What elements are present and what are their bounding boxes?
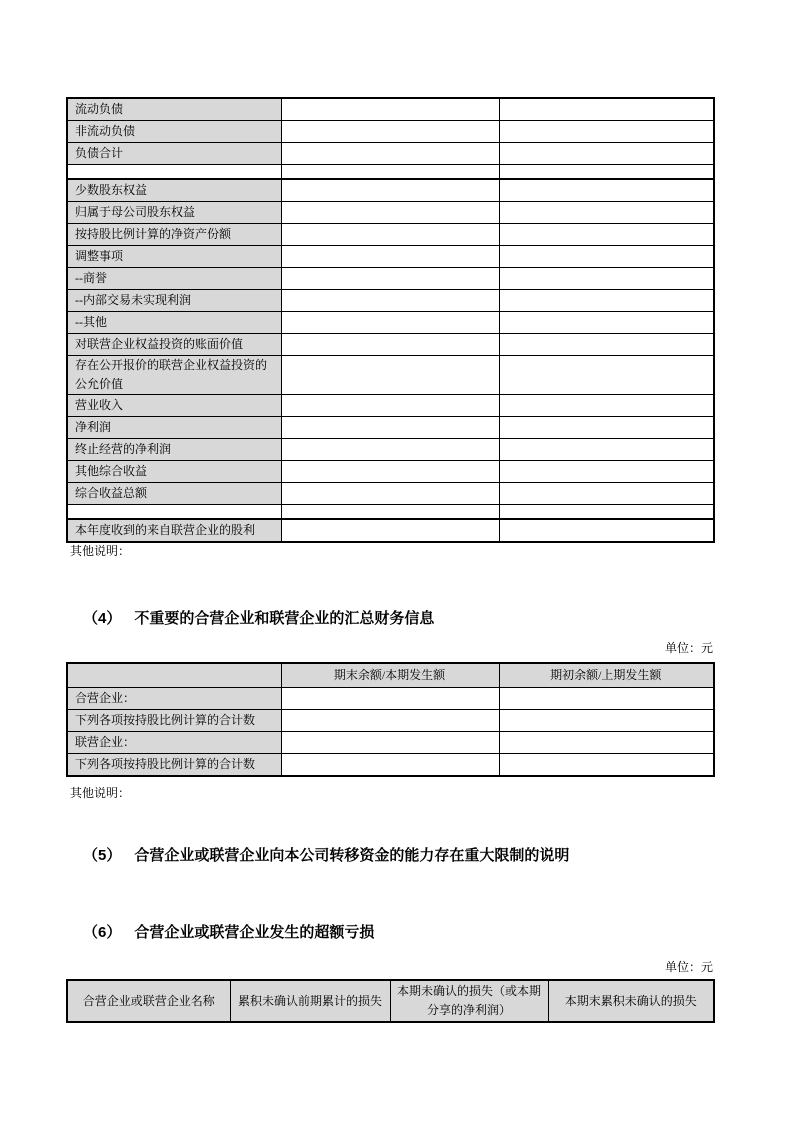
table-row (67, 98, 714, 121)
summary-financial-table (66, 97, 715, 543)
value-cell (281, 395, 499, 417)
value-cell (499, 461, 714, 483)
value-cell (281, 505, 499, 520)
value-cell (499, 395, 714, 417)
excess-loss-table (66, 979, 715, 1023)
row-label (67, 505, 281, 520)
section-title: 合营企业或联营企业发生的超额亏损 (134, 924, 375, 941)
table-row (67, 334, 714, 356)
value-cell (499, 483, 714, 505)
value-cell (281, 312, 499, 334)
value-cell (281, 483, 499, 505)
section-4-heading (83, 608, 434, 630)
row-label (67, 165, 281, 180)
value-cell (281, 334, 499, 356)
value-cell (499, 439, 714, 461)
other-note-1: 其他说明： (70, 544, 131, 558)
value-cell (499, 754, 714, 777)
section-6-heading (83, 922, 374, 944)
row-label: 下列各项按持股比例计算的合计数 (67, 754, 281, 777)
row-label: 其他综合收益 (67, 461, 281, 483)
row-label: 对联营企业权益投资的账面价值 (67, 334, 281, 356)
row-label: 存在公开报价的联营企业权益投资的公允价值 (67, 356, 281, 395)
table-row (67, 461, 714, 483)
value-cell (499, 710, 714, 732)
row-label: 合营企业： (67, 688, 281, 710)
table-row (67, 395, 714, 417)
row-label: 营业收入 (67, 395, 281, 417)
table-row (67, 519, 714, 542)
table-row (67, 754, 714, 777)
row-label: 调整事项 (67, 246, 281, 268)
row-label: 终止经营的净利润 (67, 439, 281, 461)
value-cell (499, 417, 714, 439)
row-label: 归属于母公司股东权益 (67, 202, 281, 224)
table-row (67, 688, 714, 710)
table-row (67, 417, 714, 439)
table-row (67, 356, 714, 395)
row-label: 按持股比例计算的净资产份额 (67, 224, 281, 246)
value-cell (499, 268, 714, 290)
value-cell (281, 224, 499, 246)
table-row (67, 710, 714, 732)
value-cell (281, 732, 499, 754)
value-cell (281, 268, 499, 290)
unit-note-2: 单位：元 (664, 960, 713, 974)
header-row (67, 663, 714, 688)
table-row (67, 732, 714, 754)
row-label: 联营企业： (67, 732, 281, 754)
header-row (67, 980, 714, 1022)
table-row (67, 246, 714, 268)
table-row (67, 290, 714, 312)
value-cell (281, 519, 499, 542)
value-cell (499, 688, 714, 710)
value-cell (281, 143, 499, 165)
value-cell (281, 754, 499, 777)
row-label: 本年度收到的来自联营企业的股利 (67, 519, 281, 542)
row-label: 少数股东权益 (67, 179, 281, 202)
row-label: --内部交易未实现利润 (67, 290, 281, 312)
row-label: --其他 (67, 312, 281, 334)
value-cell (281, 417, 499, 439)
spacer-row (67, 165, 714, 180)
section-number: （5） (83, 847, 122, 864)
value-cell (499, 98, 714, 121)
value-cell (499, 121, 714, 143)
header-cell: 期初余额/上期发生额 (499, 663, 714, 688)
section-title: 合营企业或联营企业向本公司转移资金的能力存在重大限制的说明 (134, 847, 570, 864)
row-label: 净利润 (67, 417, 281, 439)
value-cell (499, 732, 714, 754)
table-row (67, 121, 714, 143)
value-cell (499, 246, 714, 268)
row-label: 流动负债 (67, 98, 281, 121)
value-cell (281, 202, 499, 224)
row-label: 下列各项按持股比例计算的合计数 (67, 710, 281, 732)
header-cell-blank (67, 663, 281, 688)
value-cell (499, 224, 714, 246)
value-cell (281, 688, 499, 710)
value-cell (281, 98, 499, 121)
table-row (67, 483, 714, 505)
header-cell: 累积未确认前期累计的损失 (230, 980, 390, 1022)
table-row (67, 179, 714, 202)
header-cell: 本期末累积未确认的损失 (548, 980, 714, 1022)
value-cell (499, 334, 714, 356)
value-cell (499, 356, 714, 395)
value-cell (499, 505, 714, 520)
value-cell (499, 519, 714, 542)
row-label: 负债合计 (67, 143, 281, 165)
value-cell (281, 710, 499, 732)
header-cell: 期末余额/本期发生额 (281, 663, 499, 688)
unit-note-1: 单位：元 (664, 641, 713, 655)
table-row (67, 224, 714, 246)
table-row (67, 143, 714, 165)
section-number: （6） (83, 924, 122, 941)
spacer-row (67, 505, 714, 520)
minor-jv-summary-table (66, 662, 715, 777)
header-cell: 合营企业或联营企业名称 (67, 980, 230, 1022)
value-cell (499, 165, 714, 180)
section-5-heading (83, 845, 569, 867)
value-cell (281, 439, 499, 461)
value-cell (281, 461, 499, 483)
section-number: （4） (83, 610, 122, 627)
row-label: 综合收益总额 (67, 483, 281, 505)
row-label: --商誉 (67, 268, 281, 290)
table-row (67, 268, 714, 290)
value-cell (281, 121, 499, 143)
value-cell (499, 202, 714, 224)
table-row (67, 439, 714, 461)
value-cell (499, 312, 714, 334)
section-title: 不重要的合营企业和联营企业的汇总财务信息 (134, 610, 435, 627)
value-cell (499, 179, 714, 202)
value-cell (499, 290, 714, 312)
value-cell (281, 179, 499, 202)
other-note-2: 其他说明： (70, 786, 131, 800)
header-cell: 本期未确认的损失（或本期分享的净利润） (390, 980, 548, 1022)
value-cell (281, 290, 499, 312)
value-cell (281, 246, 499, 268)
table-row (67, 202, 714, 224)
row-label: 非流动负债 (67, 121, 281, 143)
table-row (67, 312, 714, 334)
value-cell (281, 356, 499, 395)
value-cell (281, 165, 499, 180)
value-cell (499, 143, 714, 165)
